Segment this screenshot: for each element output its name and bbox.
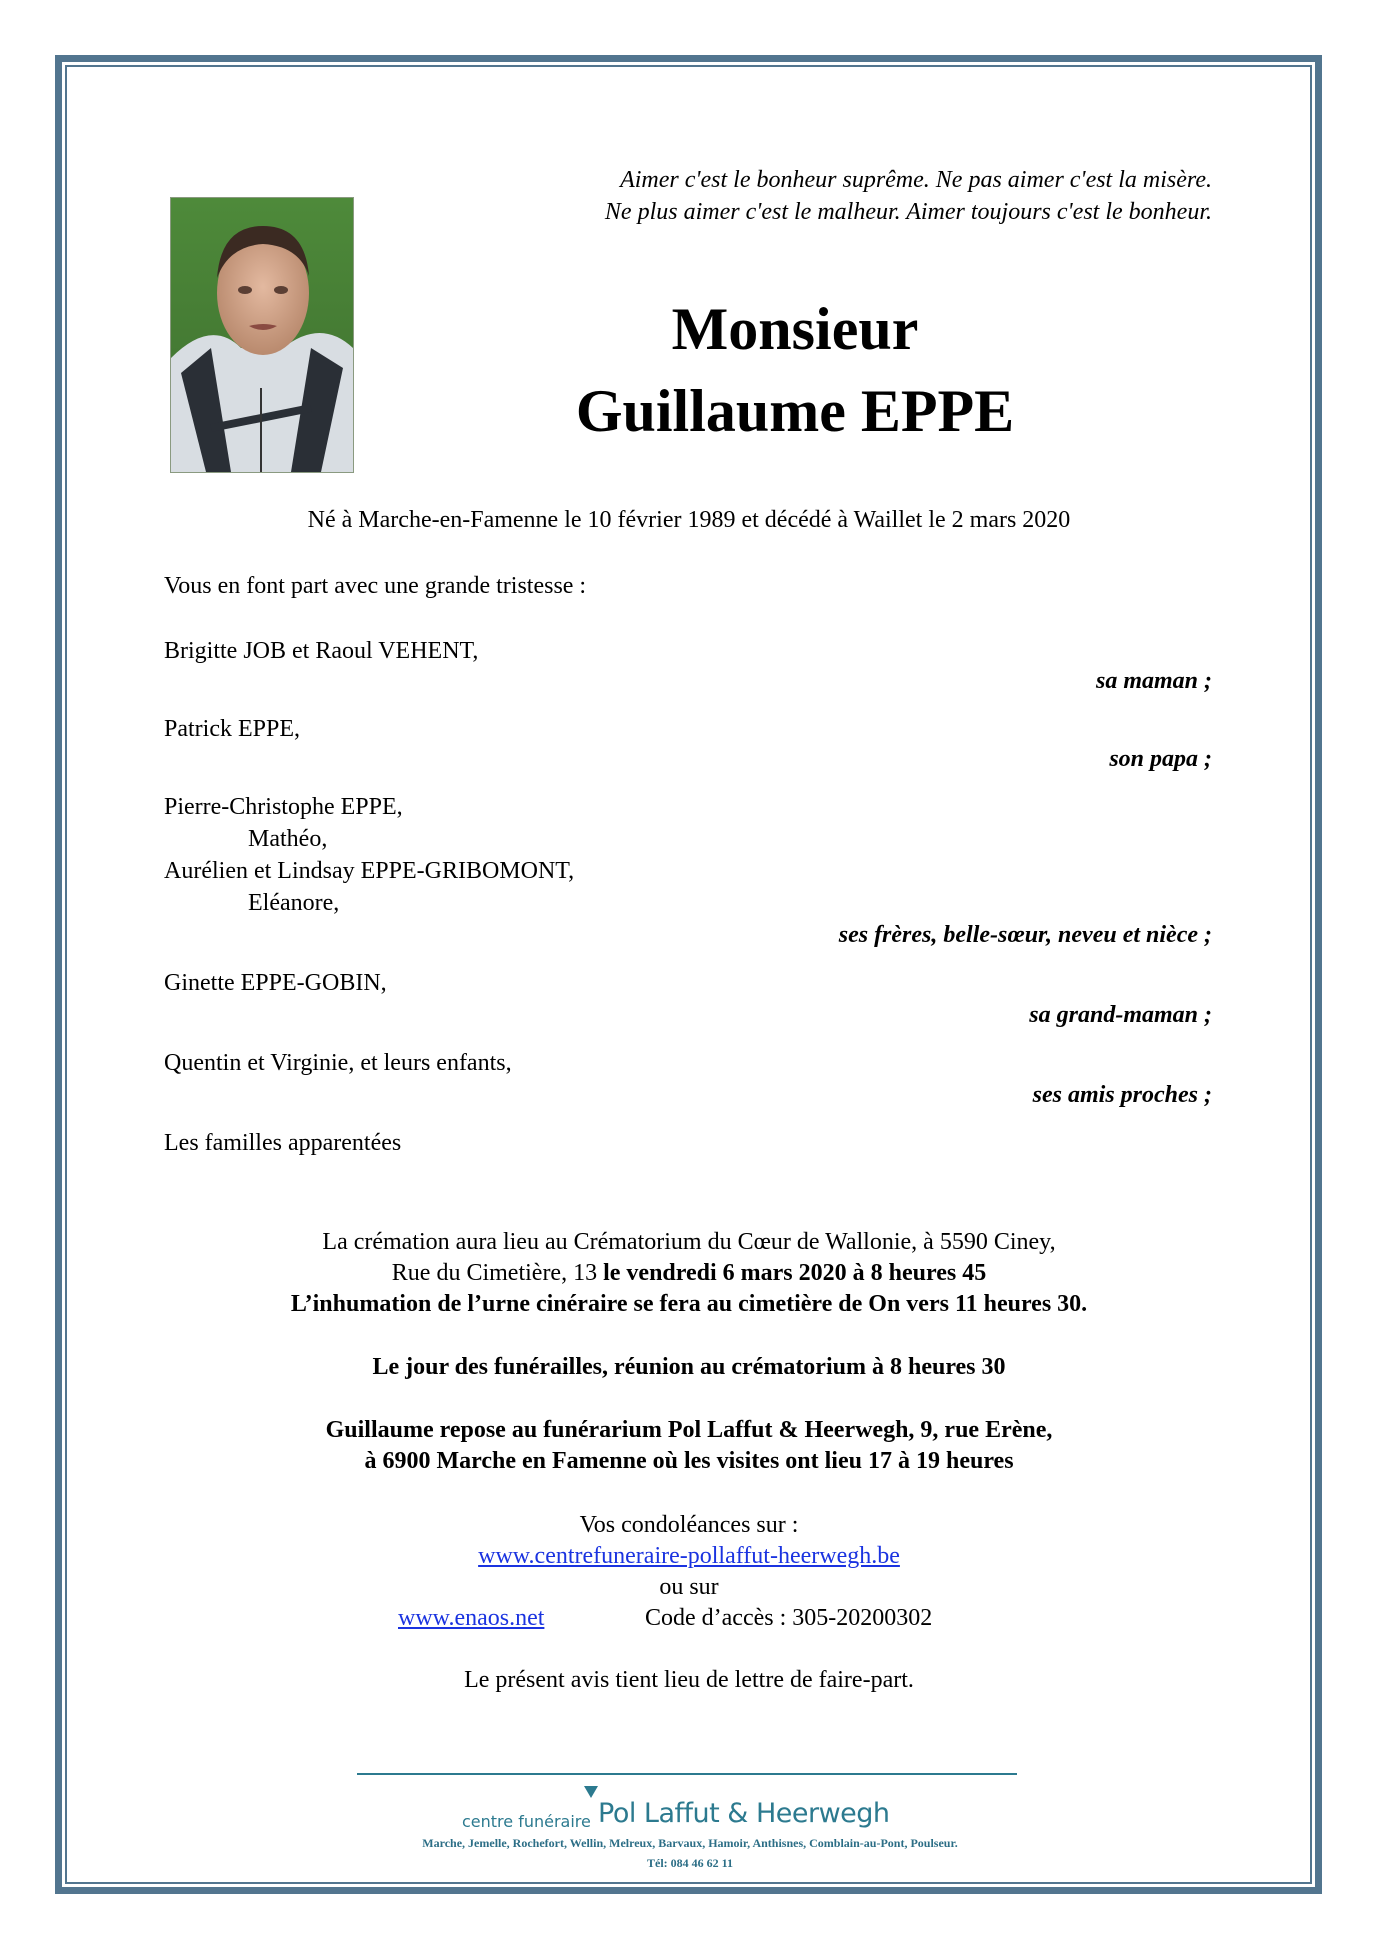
honorific: Monsieur <box>671 296 919 362</box>
repose-line-1: Guillaume repose au funérarium Pol Laffut & Heerwegh, 9, rue Erène, <box>325 1417 1053 1443</box>
footer-phone: Tél: 084 46 62 11 <box>647 1856 733 1870</box>
family-relation: ses amis proches ; <box>1032 1082 1212 1108</box>
funeral-center-link[interactable]: www.centrefuneraire-pollaffut-heerwegh.be <box>478 1543 900 1569</box>
ceremony-date: le vendredi 6 mars 2020 à 8 heures 45 <box>603 1260 987 1286</box>
quote-line-2: Ne plus aimer c'est le malheur. Aimer toujours c'est le bonheur. <box>604 199 1212 225</box>
family-member: Pierre-Christophe EPPE, <box>164 794 403 820</box>
condolences-label: Vos condoléances sur : <box>579 1512 799 1538</box>
logo-brand: Pol Laffut & Heerwegh <box>598 1798 890 1829</box>
epigraph-quote <box>605 164 1212 228</box>
logo-subtitle: centre funéraire <box>462 1812 591 1831</box>
portrait-image <box>171 198 353 472</box>
repose-line-2: à 6900 Marche en Famenne où les visites ont lieu 17 à 19 heures <box>364 1448 1014 1474</box>
inhumation-line: L’inhumation de l’urne cinéraire se fera au cimetière de On vers 11 heures 30. <box>290 1291 1088 1317</box>
deceased-name: Guillaume EPPE <box>575 378 1015 444</box>
condolences-link-row-1 <box>60 1541 1318 1571</box>
family-member: Ginette EPPE-GOBIN, <box>164 970 387 996</box>
family-member: Les familles apparentées <box>164 1130 402 1156</box>
ceremony-line-2 <box>60 1258 1318 1288</box>
condolences-or: ou sur <box>659 1574 719 1600</box>
family-member: Patrick EPPE, <box>164 716 300 742</box>
footer-divider <box>357 1773 1017 1775</box>
access-code: Code d’accès : 305-20200302 <box>645 1605 933 1631</box>
family-member: Quentin et Virginie, et leurs enfants, <box>164 1050 512 1076</box>
enaos-link[interactable]: www.enaos.net <box>398 1605 545 1631</box>
family-member: Brigitte JOB et Raoul VEHENT, <box>164 638 479 664</box>
logo-triangle-icon <box>584 1786 598 1798</box>
family-relation: son papa ; <box>1109 746 1212 772</box>
ceremony-line-1: La crémation aura lieu au Crématorium du Cœur de Wallonie, à 5590 Ciney, <box>322 1229 1056 1255</box>
family-member: Aurélien et Lindsay EPPE-GRIBOMONT, <box>164 858 575 884</box>
family-member: Mathéo, <box>248 826 328 852</box>
notice-line: Le présent avis tient lieu de lettre de faire-part. <box>464 1667 914 1693</box>
family-relation: sa maman ; <box>1095 668 1212 694</box>
condolences-link-row-2 <box>398 1603 544 1633</box>
quote-line-1: Aimer c'est le bonheur suprême. Ne pas aimer c'est la misère. <box>620 167 1212 193</box>
family-relation: ses frères, belle-sœur, neveu et nièce ; <box>838 922 1212 948</box>
family-member: Eléanore, <box>248 890 340 916</box>
portrait-photo <box>170 197 354 473</box>
birth-death-line: Né à Marche-en-Famenne le 10 février 1989 et décédé à Waillet le 2 mars 2020 <box>307 507 1071 533</box>
ceremony-address: Rue du Cimetière, 13 <box>391 1260 604 1286</box>
footer-towns: Marche, Jemelle, Rochefort, Wellin, Melreux, Barvaux, Hamoir, Anthisnes, Comblain-au-Pont, Poulseur. <box>422 1836 958 1850</box>
intro-line: Vous en font part avec une grande tristesse : <box>164 573 587 599</box>
deceased-title <box>450 288 1140 452</box>
family-relation: sa grand-maman ; <box>1029 1002 1212 1028</box>
reunion-line: Le jour des funérailles, réunion au crématorium à 8 heures 30 <box>372 1354 1006 1380</box>
